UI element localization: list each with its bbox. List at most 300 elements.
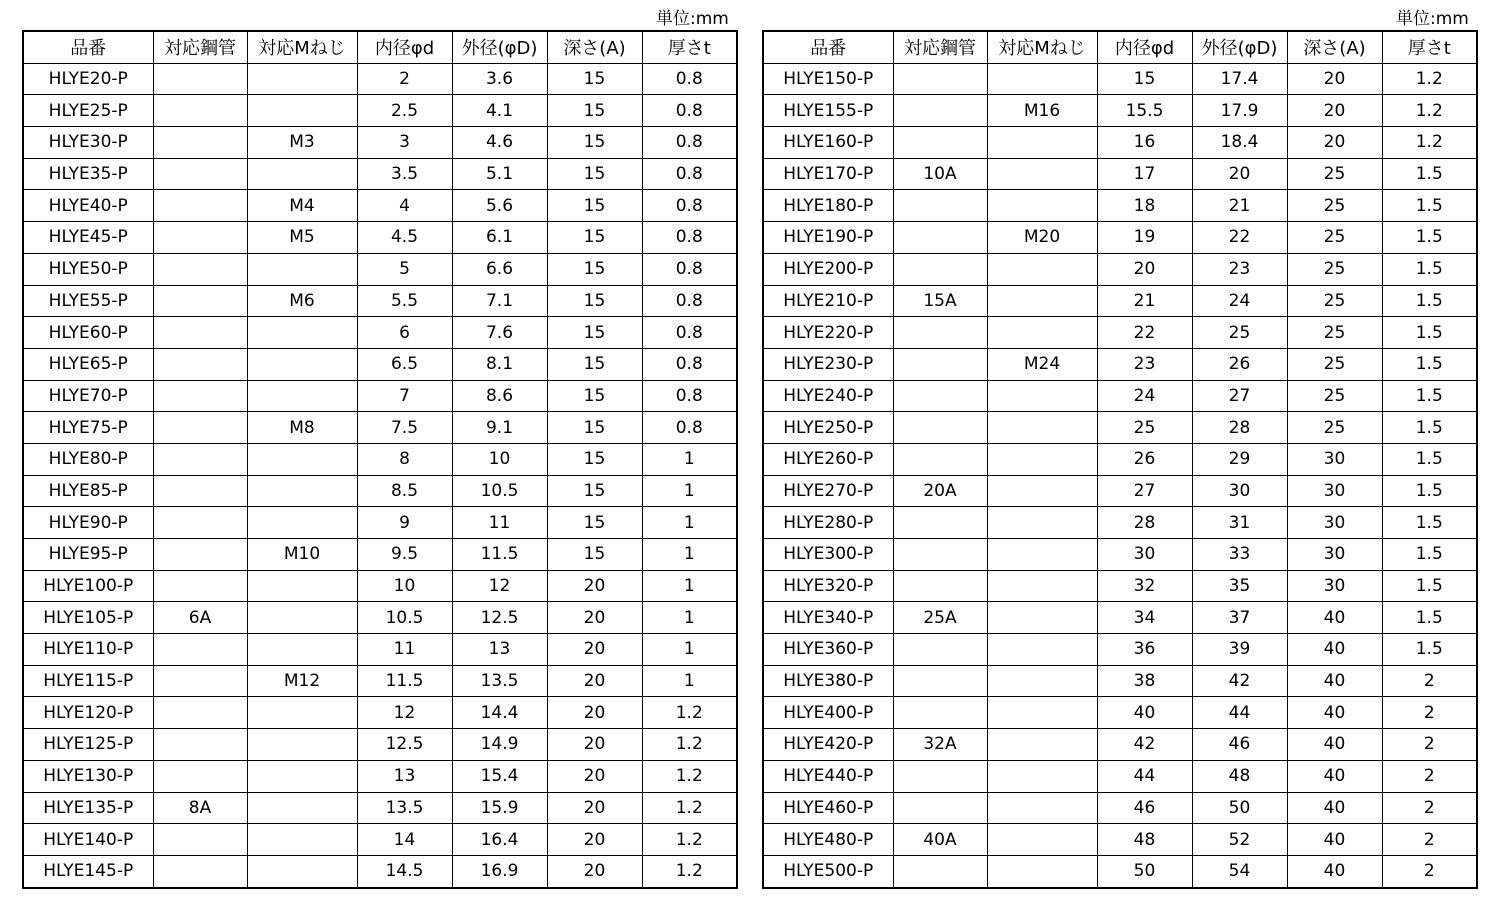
part-number-cell: HLYE460-P xyxy=(763,792,893,824)
thickness-cell: 1.5 xyxy=(1382,539,1477,571)
inner-diameter-cell: 14.5 xyxy=(357,855,452,887)
depth-cell: 25 xyxy=(1287,285,1382,317)
steel-pipe-cell xyxy=(893,697,987,729)
thickness-cell: 1 xyxy=(642,570,737,602)
table-row xyxy=(763,824,1477,856)
part-number-cell: HLYE300-P xyxy=(763,539,893,571)
depth-cell: 30 xyxy=(1287,443,1382,475)
inner-diameter-cell: 5 xyxy=(357,253,452,285)
steel-pipe-cell: 15A xyxy=(893,285,987,317)
depth-cell: 20 xyxy=(547,792,642,824)
table-row xyxy=(23,602,737,634)
steel-pipe-cell xyxy=(893,443,987,475)
outer-diameter-cell: 30 xyxy=(1192,475,1287,507)
m-thread-cell xyxy=(987,729,1097,761)
thickness-cell: 1.2 xyxy=(1382,95,1477,127)
steel-pipe-cell xyxy=(153,285,247,317)
column-header: 対応Mねじ xyxy=(247,31,357,63)
part-number-cell: HLYE60-P xyxy=(23,317,153,349)
column-header: 外径(φD) xyxy=(1192,31,1287,63)
part-number-cell: HLYE145-P xyxy=(23,855,153,887)
part-number-cell: HLYE130-P xyxy=(23,760,153,792)
depth-cell: 40 xyxy=(1287,665,1382,697)
depth-cell: 25 xyxy=(1287,253,1382,285)
part-number-cell: HLYE150-P xyxy=(763,63,893,95)
steel-pipe-cell xyxy=(153,127,247,159)
steel-pipe-cell xyxy=(153,253,247,285)
depth-cell: 20 xyxy=(1287,127,1382,159)
steel-pipe-cell xyxy=(893,348,987,380)
outer-diameter-cell: 16.4 xyxy=(452,824,547,856)
part-number-cell: HLYE35-P xyxy=(23,158,153,190)
thickness-cell: 0.8 xyxy=(642,95,737,127)
inner-diameter-cell: 10 xyxy=(357,570,452,602)
steel-pipe-cell xyxy=(153,443,247,475)
inner-diameter-cell: 11.5 xyxy=(357,665,452,697)
table-row xyxy=(763,697,1477,729)
outer-diameter-cell: 13 xyxy=(452,634,547,666)
depth-cell: 20 xyxy=(547,634,642,666)
steel-pipe-cell xyxy=(893,634,987,666)
outer-diameter-cell: 4.1 xyxy=(452,95,547,127)
part-number-cell: HLYE25-P xyxy=(23,95,153,127)
thickness-cell: 0.8 xyxy=(642,317,737,349)
depth-cell: 25 xyxy=(1287,158,1382,190)
table-row xyxy=(23,380,737,412)
m-thread-cell xyxy=(987,127,1097,159)
part-number-cell: HLYE480-P xyxy=(763,824,893,856)
m-thread-cell xyxy=(987,443,1097,475)
column-header: 対応鋼管 xyxy=(893,31,987,63)
steel-pipe-cell xyxy=(893,412,987,444)
m-thread-cell xyxy=(247,792,357,824)
inner-diameter-cell: 10.5 xyxy=(357,602,452,634)
steel-pipe-cell xyxy=(153,634,247,666)
table-row xyxy=(763,760,1477,792)
steel-pipe-cell xyxy=(153,855,247,887)
depth-cell: 15 xyxy=(547,158,642,190)
table-row xyxy=(763,285,1477,317)
depth-cell: 15 xyxy=(547,222,642,254)
steel-pipe-cell xyxy=(893,570,987,602)
table-row xyxy=(763,855,1477,887)
outer-diameter-cell: 28 xyxy=(1192,412,1287,444)
m-thread-cell xyxy=(987,507,1097,539)
thickness-cell: 2 xyxy=(1382,855,1477,887)
m-thread-cell xyxy=(987,63,1097,95)
part-number-cell: HLYE95-P xyxy=(23,539,153,571)
m-thread-cell: M6 xyxy=(247,285,357,317)
table-row xyxy=(763,253,1477,285)
column-header: 内径φd xyxy=(357,31,452,63)
m-thread-cell xyxy=(987,760,1097,792)
thickness-cell: 1 xyxy=(642,475,737,507)
part-number-cell: HLYE110-P xyxy=(23,634,153,666)
steel-pipe-cell: 32A xyxy=(893,729,987,761)
m-thread-cell xyxy=(987,475,1097,507)
steel-pipe-cell xyxy=(153,95,247,127)
steel-pipe-cell xyxy=(153,760,247,792)
thickness-cell: 0.8 xyxy=(642,380,737,412)
depth-cell: 40 xyxy=(1287,729,1382,761)
m-thread-cell xyxy=(987,792,1097,824)
inner-diameter-cell: 20 xyxy=(1097,253,1192,285)
part-number-cell: HLYE155-P xyxy=(763,95,893,127)
outer-diameter-cell: 48 xyxy=(1192,760,1287,792)
thickness-cell: 1.5 xyxy=(1382,602,1477,634)
table-row xyxy=(23,158,737,190)
outer-diameter-cell: 27 xyxy=(1192,380,1287,412)
outer-diameter-cell: 17.9 xyxy=(1192,95,1287,127)
inner-diameter-cell: 13 xyxy=(357,760,452,792)
part-number-cell: HLYE140-P xyxy=(23,824,153,856)
steel-pipe-cell xyxy=(153,380,247,412)
table-row xyxy=(763,190,1477,222)
steel-pipe-cell: 10A xyxy=(893,158,987,190)
inner-diameter-cell: 22 xyxy=(1097,317,1192,349)
steel-pipe-cell: 40A xyxy=(893,824,987,856)
steel-pipe-cell: 8A xyxy=(153,792,247,824)
thickness-cell: 1 xyxy=(642,507,737,539)
depth-cell: 15 xyxy=(547,317,642,349)
outer-diameter-cell: 11 xyxy=(452,507,547,539)
unit-label-right: 単位:mm xyxy=(1396,9,1469,29)
m-thread-cell xyxy=(987,158,1097,190)
inner-diameter-cell: 19 xyxy=(1097,222,1192,254)
outer-diameter-cell: 24 xyxy=(1192,285,1287,317)
m-thread-cell xyxy=(247,443,357,475)
part-number-cell: HLYE75-P xyxy=(23,412,153,444)
m-thread-cell xyxy=(247,760,357,792)
outer-diameter-cell: 8.6 xyxy=(452,380,547,412)
table-row xyxy=(763,665,1477,697)
m-thread-cell xyxy=(987,697,1097,729)
thickness-cell: 1 xyxy=(642,665,737,697)
table-row xyxy=(23,95,737,127)
spec-table-right xyxy=(762,30,1478,889)
outer-diameter-cell: 29 xyxy=(1192,443,1287,475)
inner-diameter-cell: 2 xyxy=(357,63,452,95)
thickness-cell: 1.5 xyxy=(1382,412,1477,444)
table-row xyxy=(763,729,1477,761)
inner-diameter-cell: 11 xyxy=(357,634,452,666)
depth-cell: 40 xyxy=(1287,602,1382,634)
steel-pipe-cell xyxy=(893,222,987,254)
inner-diameter-cell: 15.5 xyxy=(1097,95,1192,127)
outer-diameter-cell: 4.6 xyxy=(452,127,547,159)
table-row xyxy=(763,95,1477,127)
inner-diameter-cell: 2.5 xyxy=(357,95,452,127)
outer-diameter-cell: 35 xyxy=(1192,570,1287,602)
m-thread-cell xyxy=(247,475,357,507)
part-number-cell: HLYE280-P xyxy=(763,507,893,539)
m-thread-cell xyxy=(987,824,1097,856)
steel-pipe-cell xyxy=(153,507,247,539)
inner-diameter-cell: 38 xyxy=(1097,665,1192,697)
outer-diameter-cell: 31 xyxy=(1192,507,1287,539)
depth-cell: 15 xyxy=(547,412,642,444)
m-thread-cell xyxy=(247,634,357,666)
steel-pipe-cell xyxy=(893,792,987,824)
depth-cell: 25 xyxy=(1287,190,1382,222)
inner-diameter-cell: 21 xyxy=(1097,285,1192,317)
inner-diameter-cell: 48 xyxy=(1097,824,1192,856)
outer-diameter-cell: 11.5 xyxy=(452,539,547,571)
inner-diameter-cell: 8 xyxy=(357,443,452,475)
steel-pipe-cell xyxy=(893,317,987,349)
m-thread-cell: M16 xyxy=(987,95,1097,127)
column-header: 深さ(A) xyxy=(1287,31,1382,63)
inner-diameter-cell: 28 xyxy=(1097,507,1192,539)
table-row xyxy=(763,222,1477,254)
outer-diameter-cell: 5.6 xyxy=(452,190,547,222)
table-row xyxy=(763,127,1477,159)
column-header: 厚さt xyxy=(1382,31,1477,63)
table-row xyxy=(763,602,1477,634)
depth-cell: 15 xyxy=(547,63,642,95)
inner-diameter-cell: 5.5 xyxy=(357,285,452,317)
thickness-cell: 1.2 xyxy=(642,824,737,856)
outer-diameter-cell: 17.4 xyxy=(1192,63,1287,95)
part-number-cell: HLYE160-P xyxy=(763,127,893,159)
depth-cell: 40 xyxy=(1287,792,1382,824)
column-header: 厚さt xyxy=(642,31,737,63)
table-row xyxy=(23,507,737,539)
m-thread-cell: M4 xyxy=(247,190,357,222)
part-number-cell: HLYE260-P xyxy=(763,443,893,475)
table-row xyxy=(763,443,1477,475)
inner-diameter-cell: 14 xyxy=(357,824,452,856)
m-thread-cell: M24 xyxy=(987,348,1097,380)
table-row xyxy=(23,824,737,856)
inner-diameter-cell: 40 xyxy=(1097,697,1192,729)
table-row xyxy=(763,317,1477,349)
table-row xyxy=(763,412,1477,444)
part-number-cell: HLYE80-P xyxy=(23,443,153,475)
steel-pipe-cell xyxy=(893,127,987,159)
table-row xyxy=(763,348,1477,380)
depth-cell: 20 xyxy=(1287,95,1382,127)
depth-cell: 20 xyxy=(547,697,642,729)
depth-cell: 15 xyxy=(547,253,642,285)
thickness-cell: 1 xyxy=(642,602,737,634)
thickness-cell: 1.5 xyxy=(1382,507,1477,539)
thickness-cell: 0.8 xyxy=(642,190,737,222)
inner-diameter-cell: 50 xyxy=(1097,855,1192,887)
depth-cell: 30 xyxy=(1287,507,1382,539)
m-thread-cell xyxy=(247,253,357,285)
part-number-cell: HLYE100-P xyxy=(23,570,153,602)
depth-cell: 15 xyxy=(547,190,642,222)
part-number-cell: HLYE180-P xyxy=(763,190,893,222)
part-number-cell: HLYE50-P xyxy=(23,253,153,285)
m-thread-cell xyxy=(247,855,357,887)
table-row xyxy=(23,348,737,380)
part-number-cell: HLYE340-P xyxy=(763,602,893,634)
depth-cell: 20 xyxy=(547,855,642,887)
steel-pipe-cell xyxy=(153,697,247,729)
outer-diameter-cell: 39 xyxy=(1192,634,1287,666)
part-number-cell: HLYE190-P xyxy=(763,222,893,254)
thickness-cell: 1.5 xyxy=(1382,634,1477,666)
m-thread-cell xyxy=(247,729,357,761)
inner-diameter-cell: 9.5 xyxy=(357,539,452,571)
steel-pipe-cell xyxy=(893,380,987,412)
m-thread-cell xyxy=(987,665,1097,697)
part-number-cell: HLYE115-P xyxy=(23,665,153,697)
table-row xyxy=(763,507,1477,539)
outer-diameter-cell: 23 xyxy=(1192,253,1287,285)
thickness-cell: 1.5 xyxy=(1382,158,1477,190)
inner-diameter-cell: 34 xyxy=(1097,602,1192,634)
depth-cell: 40 xyxy=(1287,697,1382,729)
steel-pipe-cell xyxy=(153,570,247,602)
outer-diameter-cell: 52 xyxy=(1192,824,1287,856)
steel-pipe-cell: 6A xyxy=(153,602,247,634)
depth-cell: 25 xyxy=(1287,412,1382,444)
table-row xyxy=(23,475,737,507)
part-number-cell: HLYE440-P xyxy=(763,760,893,792)
depth-cell: 20 xyxy=(547,760,642,792)
thickness-cell: 1.2 xyxy=(642,792,737,824)
outer-diameter-cell: 21 xyxy=(1192,190,1287,222)
thickness-cell: 1.2 xyxy=(1382,127,1477,159)
inner-diameter-cell: 36 xyxy=(1097,634,1192,666)
steel-pipe-cell xyxy=(893,760,987,792)
depth-cell: 15 xyxy=(547,95,642,127)
spec-table-left xyxy=(22,30,738,889)
thickness-cell: 1.2 xyxy=(642,760,737,792)
part-number-cell: HLYE320-P xyxy=(763,570,893,602)
inner-diameter-cell: 32 xyxy=(1097,570,1192,602)
outer-diameter-cell: 50 xyxy=(1192,792,1287,824)
outer-diameter-cell: 3.6 xyxy=(452,63,547,95)
table-row xyxy=(23,634,737,666)
inner-diameter-cell: 24 xyxy=(1097,380,1192,412)
inner-diameter-cell: 46 xyxy=(1097,792,1192,824)
column-header: 外径(φD) xyxy=(452,31,547,63)
table-row xyxy=(763,380,1477,412)
part-number-cell: HLYE65-P xyxy=(23,348,153,380)
part-number-cell: HLYE45-P xyxy=(23,222,153,254)
inner-diameter-cell: 6.5 xyxy=(357,348,452,380)
thickness-cell: 2 xyxy=(1382,792,1477,824)
table-row xyxy=(763,63,1477,95)
outer-diameter-cell: 6.6 xyxy=(452,253,547,285)
inner-diameter-cell: 17 xyxy=(1097,158,1192,190)
depth-cell: 15 xyxy=(547,285,642,317)
thickness-cell: 1.5 xyxy=(1382,222,1477,254)
inner-diameter-cell: 3.5 xyxy=(357,158,452,190)
m-thread-cell xyxy=(247,63,357,95)
m-thread-cell xyxy=(987,285,1097,317)
depth-cell: 25 xyxy=(1287,380,1382,412)
thickness-cell: 1.5 xyxy=(1382,317,1477,349)
thickness-cell: 0.8 xyxy=(642,412,737,444)
outer-diameter-cell: 8.1 xyxy=(452,348,547,380)
thickness-cell: 1.5 xyxy=(1382,475,1477,507)
depth-cell: 15 xyxy=(547,127,642,159)
table-row xyxy=(23,63,737,95)
table-row xyxy=(23,222,737,254)
thickness-cell: 1.5 xyxy=(1382,190,1477,222)
thickness-cell: 1.2 xyxy=(1382,63,1477,95)
inner-diameter-cell: 13.5 xyxy=(357,792,452,824)
depth-cell: 30 xyxy=(1287,539,1382,571)
part-number-cell: HLYE380-P xyxy=(763,665,893,697)
depth-cell: 20 xyxy=(547,602,642,634)
steel-pipe-cell xyxy=(893,507,987,539)
outer-diameter-cell: 6.1 xyxy=(452,222,547,254)
steel-pipe-cell xyxy=(893,190,987,222)
thickness-cell: 0.8 xyxy=(642,158,737,190)
table-row xyxy=(23,190,737,222)
part-number-cell: HLYE105-P xyxy=(23,602,153,634)
part-number-cell: HLYE40-P xyxy=(23,190,153,222)
part-number-cell: HLYE120-P xyxy=(23,697,153,729)
steel-pipe-cell xyxy=(153,348,247,380)
part-number-cell: HLYE30-P xyxy=(23,127,153,159)
inner-diameter-cell: 44 xyxy=(1097,760,1192,792)
outer-diameter-cell: 22 xyxy=(1192,222,1287,254)
part-number-cell: HLYE360-P xyxy=(763,634,893,666)
part-number-cell: HLYE210-P xyxy=(763,285,893,317)
m-thread-cell xyxy=(987,539,1097,571)
table-row xyxy=(23,665,737,697)
table-row xyxy=(763,475,1477,507)
thickness-cell: 1.5 xyxy=(1382,285,1477,317)
m-thread-cell: M5 xyxy=(247,222,357,254)
steel-pipe-cell xyxy=(153,222,247,254)
thickness-cell: 0.8 xyxy=(642,63,737,95)
thickness-cell: 1.2 xyxy=(642,855,737,887)
inner-diameter-cell: 12.5 xyxy=(357,729,452,761)
steel-pipe-cell xyxy=(893,539,987,571)
outer-diameter-cell: 14.4 xyxy=(452,697,547,729)
steel-pipe-cell: 25A xyxy=(893,602,987,634)
inner-diameter-cell: 27 xyxy=(1097,475,1192,507)
part-number-cell: HLYE240-P xyxy=(763,380,893,412)
part-number-cell: HLYE200-P xyxy=(763,253,893,285)
steel-pipe-cell xyxy=(153,412,247,444)
depth-cell: 30 xyxy=(1287,475,1382,507)
depth-cell: 15 xyxy=(547,475,642,507)
column-header: 対応Mねじ xyxy=(987,31,1097,63)
outer-diameter-cell: 16.9 xyxy=(452,855,547,887)
depth-cell: 15 xyxy=(547,539,642,571)
part-number-cell: HLYE135-P xyxy=(23,792,153,824)
inner-diameter-cell: 4.5 xyxy=(357,222,452,254)
outer-diameter-cell: 13.5 xyxy=(452,665,547,697)
part-number-cell: HLYE170-P xyxy=(763,158,893,190)
steel-pipe-cell xyxy=(153,317,247,349)
table-row xyxy=(23,855,737,887)
outer-diameter-cell: 14.9 xyxy=(452,729,547,761)
depth-cell: 20 xyxy=(1287,63,1382,95)
m-thread-cell xyxy=(987,190,1097,222)
inner-diameter-cell: 26 xyxy=(1097,443,1192,475)
m-thread-cell xyxy=(247,824,357,856)
column-header: 内径φd xyxy=(1097,31,1192,63)
thickness-cell: 1.5 xyxy=(1382,348,1477,380)
outer-diameter-cell: 12 xyxy=(452,570,547,602)
outer-diameter-cell: 7.6 xyxy=(452,317,547,349)
thickness-cell: 1 xyxy=(642,443,737,475)
depth-cell: 25 xyxy=(1287,222,1382,254)
thickness-cell: 2 xyxy=(1382,665,1477,697)
outer-diameter-cell: 9.1 xyxy=(452,412,547,444)
thickness-cell: 0.8 xyxy=(642,348,737,380)
